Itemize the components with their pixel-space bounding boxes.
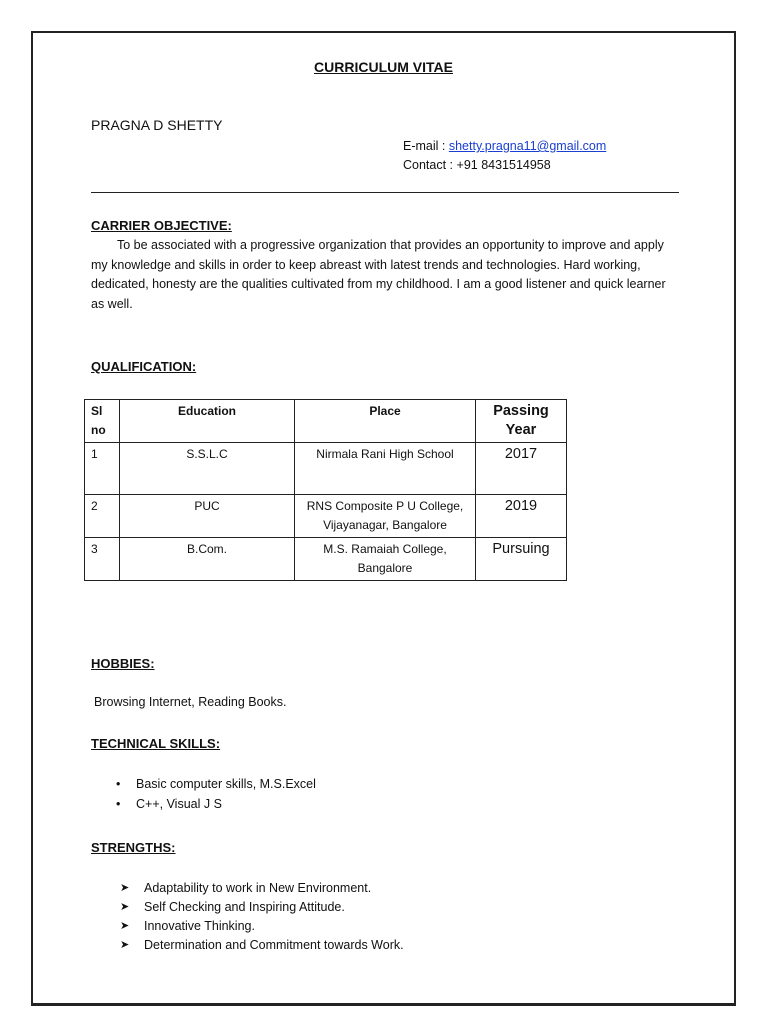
table-row bbox=[85, 495, 567, 538]
objective-heading: CARRIER OBJECTIVE: bbox=[91, 218, 232, 233]
table-header-row bbox=[85, 400, 567, 443]
strength-text: Adaptability to work in New Environment. bbox=[144, 881, 372, 895]
technical-skills-heading: TECHNICAL SKILLS: bbox=[91, 736, 221, 751]
bullet-icon: • bbox=[116, 777, 121, 791]
cell-sl: 3 bbox=[85, 538, 120, 581]
horizontal-divider bbox=[91, 192, 679, 193]
column-header-place: Place bbox=[295, 400, 476, 443]
strengths-list bbox=[91, 879, 404, 955]
column-header-passing-year: Passing Year bbox=[476, 400, 567, 443]
qualification-table bbox=[84, 399, 567, 581]
contact-number: +91 8431514958 bbox=[456, 158, 551, 172]
contact-label: Contact : bbox=[403, 158, 454, 172]
cell-place: M.S. Ramaiah College, Bangalore bbox=[295, 538, 476, 581]
arrow-bullet-icon: ➤ bbox=[120, 882, 130, 894]
list-item bbox=[120, 917, 404, 936]
cell-year: 2019 bbox=[476, 495, 567, 538]
list-item bbox=[120, 879, 404, 898]
list-item bbox=[116, 795, 316, 815]
bullet-icon: • bbox=[116, 796, 121, 811]
table-row bbox=[85, 538, 567, 581]
email-line bbox=[403, 137, 606, 156]
objective-text: To be associated with a progressive organization that provides an opportunity to improve and apply my knowledge and skills in order to keep abreast with latest trends and technologies. Hard working, dedicated, honesty are the qualities cultivated from my childhood. I am a good listener and quick learner as well. bbox=[91, 238, 666, 311]
list-item bbox=[116, 775, 316, 795]
list-item bbox=[120, 898, 404, 917]
cell-year: Pursuing bbox=[476, 538, 567, 581]
strength-text: Self Checking and Inspiring Attitude. bbox=[144, 900, 345, 914]
qualification-heading: QUALIFICATION: bbox=[91, 359, 197, 374]
column-header-sl-no: Sl no bbox=[85, 400, 120, 443]
cell-sl: 2 bbox=[85, 495, 120, 538]
arrow-bullet-icon: ➤ bbox=[120, 920, 130, 932]
technical-skills-list bbox=[91, 775, 316, 814]
arrow-bullet-icon: ➤ bbox=[120, 939, 130, 951]
skill-text: C++, Visual J S bbox=[136, 796, 222, 811]
candidate-name: PRAGNA D SHETTY bbox=[91, 117, 223, 133]
table-row bbox=[85, 443, 567, 495]
cell-place: Nirmala Rani High School bbox=[295, 443, 476, 495]
cell-place: RNS Composite P U College, Vijayanagar, Bangalore bbox=[295, 495, 476, 538]
strengths-heading: STRENGTHS: bbox=[91, 840, 176, 855]
skill-text: Basic computer skills, M.S.Excel bbox=[136, 777, 316, 791]
strength-text: Determination and Commitment towards Work. bbox=[144, 938, 404, 952]
cell-year: 2017 bbox=[476, 443, 567, 495]
phone-line bbox=[403, 156, 606, 175]
cv-page bbox=[31, 31, 736, 1006]
hobbies-text: Browsing Internet, Reading Books. bbox=[94, 695, 287, 709]
contact-block bbox=[403, 137, 606, 175]
email-link[interactable]: shetty.pragna11@gmail.com bbox=[448, 139, 607, 153]
hobbies-heading: HOBBIES: bbox=[91, 656, 155, 671]
cell-education: B.Com. bbox=[120, 538, 295, 581]
column-header-education: Education bbox=[120, 400, 295, 443]
strength-text: Innovative Thinking. bbox=[144, 919, 255, 933]
cell-education: S.S.L.C bbox=[120, 443, 295, 495]
email-label: E-mail : bbox=[403, 139, 446, 153]
arrow-bullet-icon: ➤ bbox=[120, 901, 130, 913]
cell-education: PUC bbox=[120, 495, 295, 538]
objective-paragraph bbox=[91, 236, 681, 314]
document-title: CURRICULUM VITAE bbox=[314, 59, 453, 75]
cell-sl: 1 bbox=[85, 443, 120, 495]
list-item bbox=[120, 936, 404, 955]
